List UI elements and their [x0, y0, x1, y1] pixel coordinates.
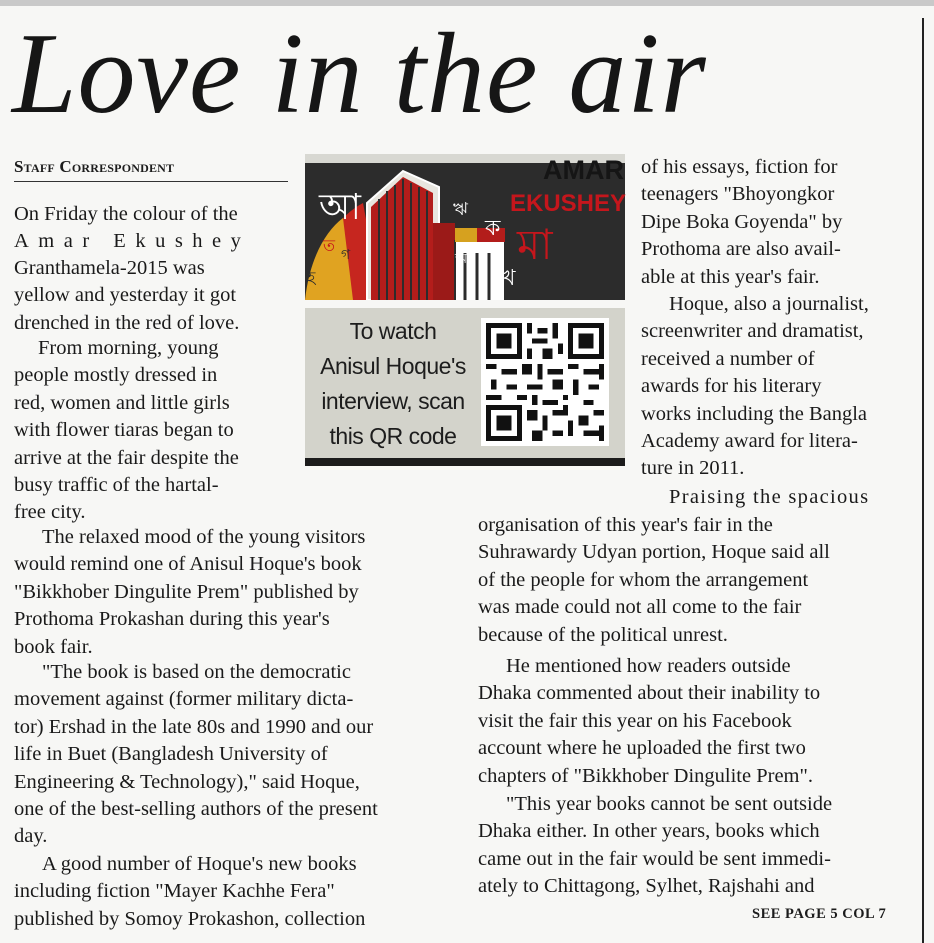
col2-p2: Hoque, also a journalist, screenwriter and dramatist, received a number of awards for his literary works including the Bangla Academy award for litera- ture in 2011.	[641, 293, 869, 480]
col1-p6: "The book is based on the democratic movement against (former military dicta- tor) Ershad in the late 80s and 1990 and our life in Buet (Bangladesh University of Engineering & Technology)," said Hoque, one of the best-selling authors of the present day.	[14, 661, 378, 848]
bengali-letter-a: আ	[319, 187, 361, 228]
col1-p7: A good number of Hoque's new books including fiction "Mayer Kachhe Fera" published by Somoy Prokashon, collection	[14, 853, 366, 930]
col1-p4: From morning, young people mostly dressed in red, women and little girls with flower tiaras began to arrive at the fair despite the busy traffic of the hartal- free city.	[14, 337, 239, 524]
col1-p3: Granthamela-2015 was yellow and yesterday it got drenched in the red of love.	[14, 257, 240, 334]
col2-p5: He mentioned how readers outside Dhaka commented about their inability to visit the fair this year on his Facebook account where he uploaded the first two chapters of "Bikkhober Dingulite Prem".	[478, 655, 821, 787]
col2-p6: "This year books cannot be sent outside Dhaka either. In other years, books which came out in the fair would be sent immedi- ately to Chittagong, Sylhet, Rajshahi and	[478, 793, 833, 898]
col1-p1: On Friday the colour of the	[14, 203, 238, 225]
column-divider	[922, 18, 924, 943]
top-rule	[0, 0, 934, 6]
svg-text:অ: অ	[455, 251, 468, 267]
svg-text:মা: মা	[517, 220, 553, 269]
svg-text:খ: খ	[501, 266, 516, 291]
qr-caption: To watch Anisul Hoque's interview, scan this QR code	[320, 318, 466, 449]
byline: Staff Correspondent	[14, 157, 288, 182]
svg-text:ঋ: ঋ	[453, 199, 468, 220]
logo-title-ekushey: EKUSHEY	[510, 190, 627, 217]
svg-text:গ: গ	[341, 247, 351, 263]
qr-code-icon[interactable]	[481, 318, 609, 446]
col1-p2: Amar Ekushey	[14, 230, 251, 252]
col2-p3: Praising the spacious	[669, 486, 870, 508]
qr-promo-panel	[305, 308, 625, 466]
col2-p1: of his essays, fiction for teenagers "Bhoyongkor Dipe Boka Goyenda" by Prothoma are also avail- able at this year's fair.	[641, 156, 843, 288]
svg-text:ক: ক	[485, 216, 501, 241]
jump-line[interactable]: SEE PAGE 5 COL 7	[752, 906, 887, 922]
col1-p5: The relaxed mood of the young visitors would remind one of Anisul Hoque's book "Bikkhober Dingulite Prem" published by Prothoma Prokashan during this year's book fair.	[14, 526, 366, 658]
headline: Love in the air	[12, 10, 707, 138]
svg-text:ত: ত	[323, 236, 336, 255]
col2-p4: organisation of this year's fair in the Suhrawardy Udyan portion, Hoque said all of the people for whom the arrangement was made could not all come to the fair because of the political unrest.	[478, 514, 830, 646]
logo-title-amar: AMAR	[543, 155, 624, 185]
svg-text:হ: হ	[307, 268, 316, 287]
